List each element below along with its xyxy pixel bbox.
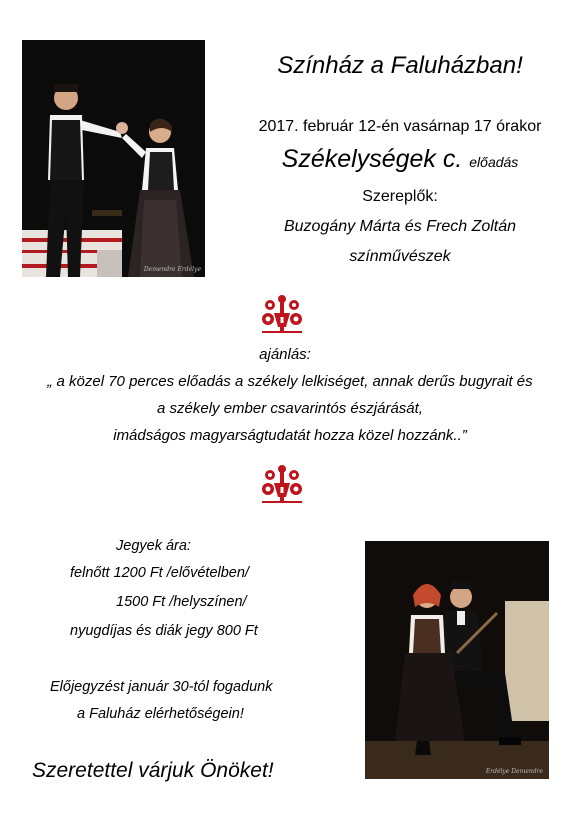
show-title [230,145,570,174]
show-title-main: Székelységek c. [281,145,463,173]
performers-photo-seated [365,541,549,779]
ticket-price-line: felnőtt 1200 Ft /elővételben/ [70,565,249,581]
ticket-price-line: nyugdíjas és diák jegy 800 Ft [70,623,258,639]
cast-names: Buzogány Márta és Frech Zoltán [283,218,517,235]
seated-scene-illustration [365,541,549,779]
recommendation-label: ajánlás: [259,346,311,363]
closing-message: Szeretettel várjuk Önöket! [32,759,274,782]
recommendation-line: „ a közel 70 perces előadás a székely lelkiséget, annak derűs bugyrait és [47,373,533,390]
performers-photo-dance [22,40,205,277]
cast-label: Szereplők: [362,188,438,205]
dance-scene-illustration [22,40,205,277]
tickets-label: Jegyek ára: [116,538,191,554]
preorder-line: a Faluház elérhetőségein! [77,706,244,722]
show-title-suffix: előadás [469,154,519,170]
photo-signature: Demendre Erdélye [143,266,201,273]
event-date: 2017. február 12-én vasárnap 17 órakor [258,118,542,135]
recommendation-line: imádságos magyarságtudatát hozza közel hozzánk..” [113,427,467,444]
folk-embroidery-motif-icon [258,463,306,510]
folk-embroidery-motif-icon [258,293,306,340]
cast-role: színművészek [349,248,451,265]
preorder-line: Előjegyzést január 30-tól fogadunk [50,679,273,695]
photo-signature: Erdélye Demendre [485,768,543,775]
ticket-price-line: 1500 Ft /helyszínen/ [116,594,247,610]
recommendation-line: a székely ember csavarintós észjárását, [157,400,423,417]
page-title: Színház a Faluházban! [277,52,523,79]
